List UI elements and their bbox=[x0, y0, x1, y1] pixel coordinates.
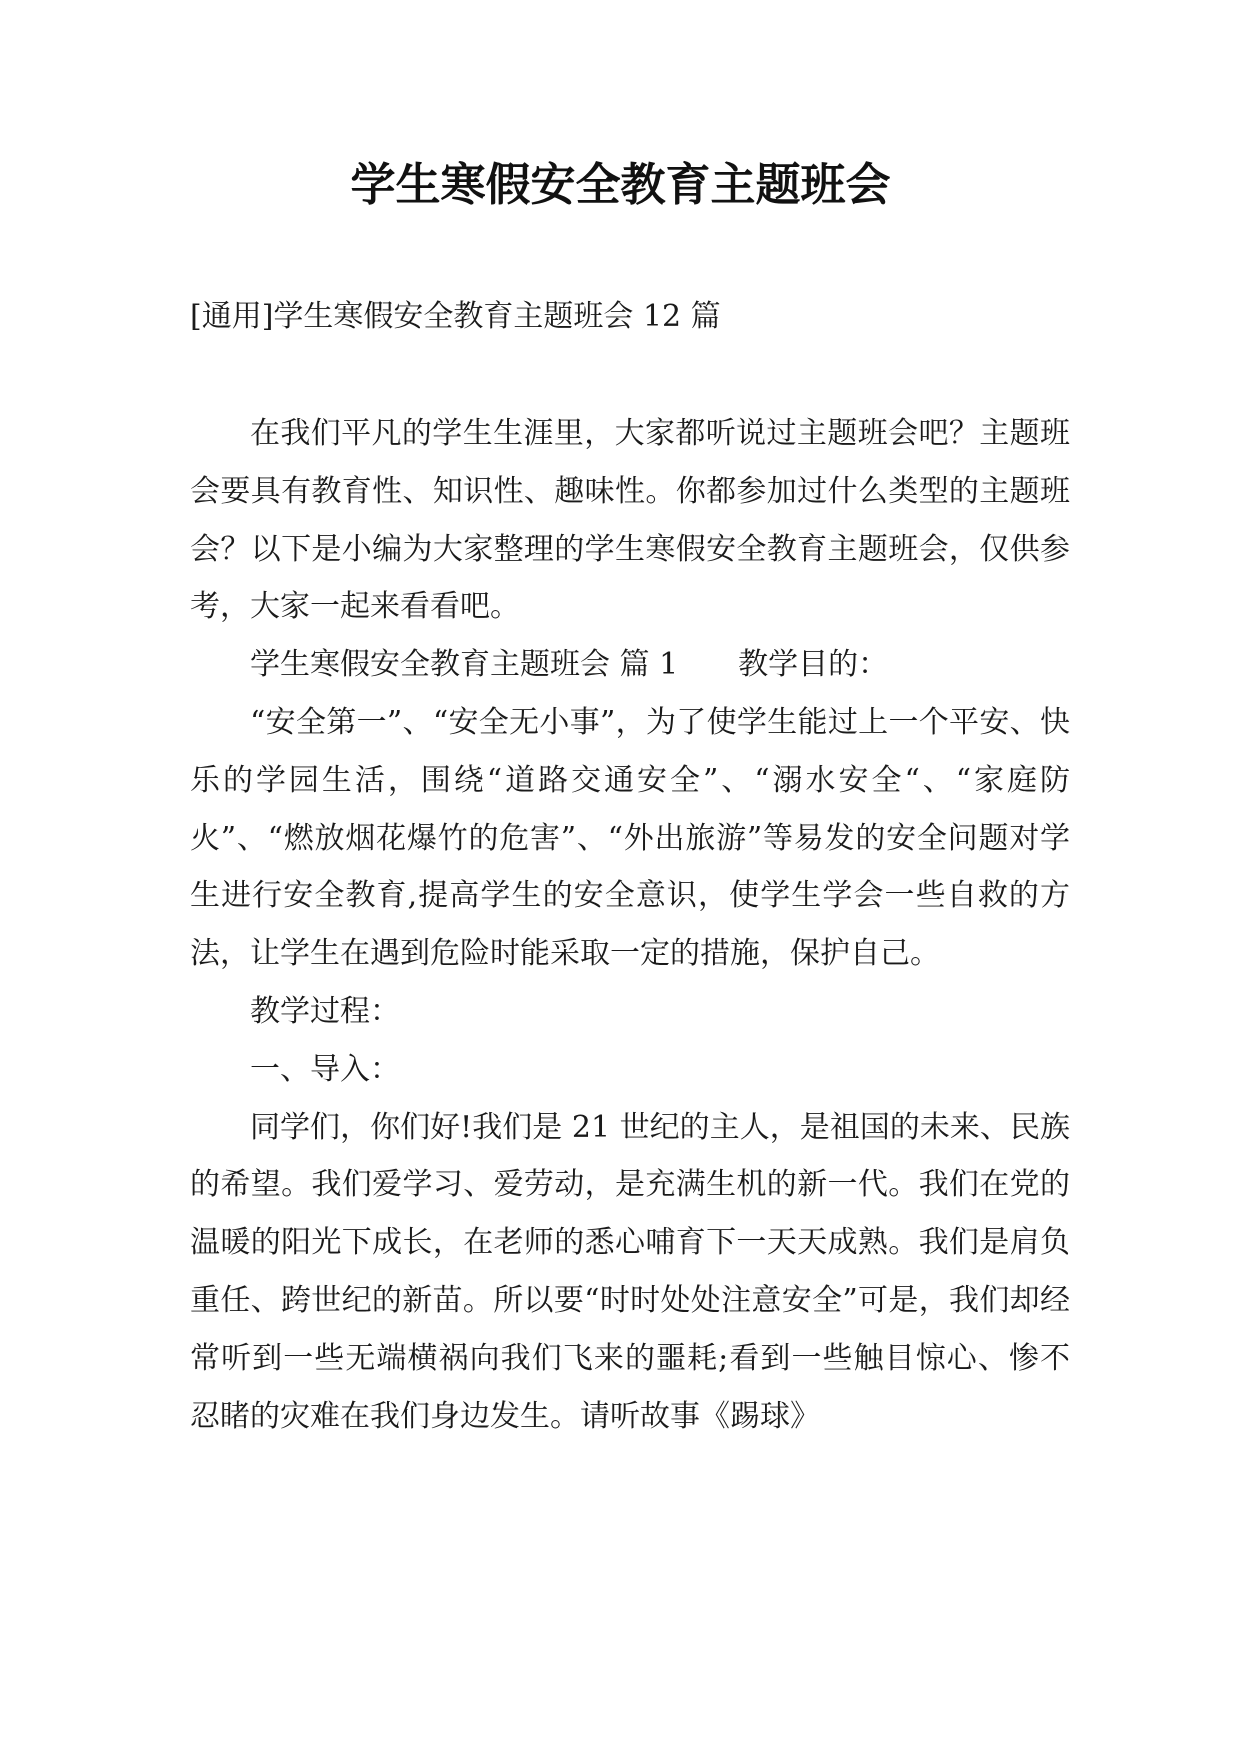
paragraph-intro-heading: 一、导入： bbox=[250, 1051, 400, 1087]
paragraph-intro: 在我们平凡的学生生涯里，大家都听说过主题班会吧？主题班会要具有教育性、知识性、趣味性。你都参加过什么类型的主题班会？以下是小编为大家整理的学生寒假安全教育主题班会，仅供参考，大家一起来看看吧。 bbox=[190, 416, 1070, 625]
paragraph-opening-speech: 同学们，你们好!我们是 21 世纪的主人，是祖国的未来、民族的希望。我们爱学习、爱劳动，是充满生机的新一代。我们在党的温暖的阳光下成长，在老师的悉心哺育下一天天成熟。我们是肩负重任、跨世纪的新苗。所以要“时时处处注意安全”可是，我们却经常听到一些无端横祸向我们飞来的噩耗;看到一些触目惊心、惨不忍睹的灾难在我们身边发生。请听故事《踢球》 bbox=[190, 1109, 1070, 1434]
document-title: 学生寒假安全教育主题班会 bbox=[350, 158, 891, 211]
paragraph-teaching-goal: “安全第一”、“安全无小事”，为了使学生能过上一个平安、快乐的学园生活，围绕“道路交通安全”、“溺水安全“、“家庭防火”、“燃放烟花爆竹的危害”、“外出旅游”等易发的安全问题对学生进行安全教育,提高学生的安全意识，使学生学会一些自救的方法，让学生在遇到危险时能采取一定的措施，保护自己。 bbox=[190, 704, 1070, 972]
document-subtitle: [通用]学生寒假安全教育主题班会 12 篇 bbox=[190, 299, 721, 334]
paragraph-process-heading: 教学过程： bbox=[250, 993, 400, 1029]
document-body bbox=[190, 405, 1070, 1445]
paragraph-section-heading: 学生寒假安全教育主题班会 篇 1 教学目的： bbox=[250, 647, 889, 683]
